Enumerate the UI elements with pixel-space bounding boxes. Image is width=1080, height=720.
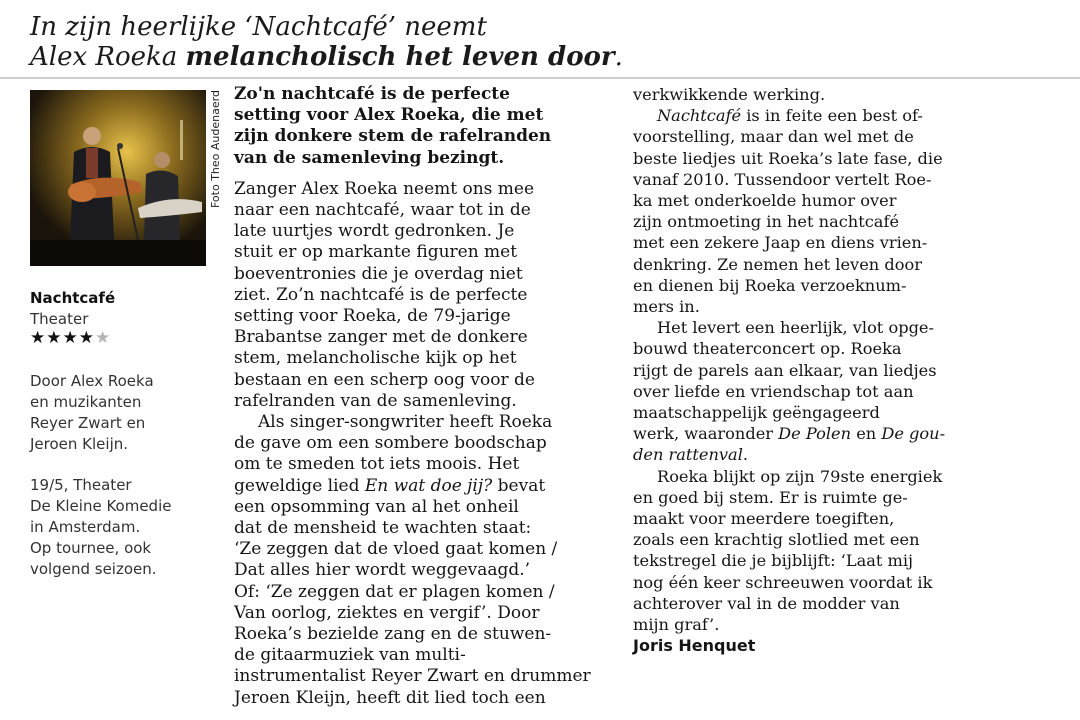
- headline-end: .: [614, 42, 623, 72]
- headline-plain: Alex Roeka: [30, 42, 186, 72]
- text-span: werk, waaronder: [633, 424, 779, 444]
- text-line: naar een nachtcafé, waar tot in de: [234, 200, 531, 221]
- text-line: late uurtjes wordt gedronken. Je: [234, 221, 515, 242]
- text-line: met een zekere Jaap en diens vrien-: [633, 233, 928, 253]
- text-line: bestaan en een scherp oog voor de: [234, 369, 535, 390]
- body-paragraph-5: [633, 466, 1008, 636]
- text-line: [633, 105, 1008, 126]
- dates-line: 19/5, Theater: [30, 476, 132, 494]
- author-byline: Joris Henquet: [633, 636, 756, 656]
- text-line: een opsomming van al het onheil: [234, 496, 519, 517]
- headline-line-1: In zijn heerlijke ‘Nachtcafé’ neemt: [30, 12, 487, 42]
- text-line: verkwikkende werking.: [633, 85, 826, 104]
- text-line: setting voor Alex Roeka, die met: [234, 105, 544, 126]
- text-line: [234, 476, 609, 497]
- text-line: maatschappelijk geëngageerd: [633, 403, 880, 423]
- text-line: setting voor Roeka, de 79-jarige: [234, 306, 511, 327]
- text-span: en: [851, 424, 882, 444]
- song-title: De gou-: [881, 424, 946, 444]
- text-line: Roeka’s bezielde zang en de stuwen-: [234, 624, 552, 645]
- text-line: tekstregel die je bijblijft: ‘Laat mij: [633, 551, 914, 571]
- text-line: de gitaarmuziek van multi-: [234, 645, 466, 666]
- text-line: [633, 444, 1008, 465]
- text-line: mers in.: [633, 297, 700, 317]
- text-line: ka met onderkoelde humor over: [633, 191, 897, 211]
- text-line: bouwd theaterconcert op. Roeka: [633, 339, 902, 359]
- credits-line: Jeroen Kleijn.: [30, 435, 129, 453]
- text-line: stem, melancholische kijk op het: [234, 348, 517, 369]
- review-dates: [30, 475, 220, 580]
- text-line: denkring. Ze nemen het leven door: [633, 254, 922, 274]
- dates-line: volgend seizoen.: [30, 560, 157, 578]
- text-line: voorstelling, maar dan wel met de: [633, 127, 914, 147]
- text-line: dat de mensheid te wachten staat:: [234, 518, 532, 539]
- text-line: Dat alles hier wordt weggevaagd.’: [234, 560, 531, 581]
- review-credits: [30, 371, 210, 455]
- text-line: Het levert een heerlijk, vlot opge-: [657, 318, 934, 338]
- dates-line: De Kleine Komedie: [30, 497, 172, 515]
- text-line: Zo'n nachtcafé is de perfecte: [234, 84, 510, 104]
- credits-line: Reyer Zwart en: [30, 414, 146, 432]
- show-title: Nachtcafé: [657, 106, 742, 126]
- text-line: maakt voor meerdere toegiften,: [633, 509, 895, 529]
- text-span: is in feite een best of-: [741, 106, 923, 126]
- text-line: om te smeden tot iets moois. Het: [234, 454, 520, 475]
- text-line: [633, 423, 1008, 444]
- body-paragraph-2: [234, 412, 609, 709]
- text-line: ziet. Zo’n nachtcafé is de perfecte: [234, 284, 528, 305]
- text-line: rijgt de parels aan elkaar, van liedjes: [633, 360, 937, 380]
- review-genre: Theater: [30, 310, 89, 328]
- text-line: Jeroen Kleijn, heeft dit lied toch een: [234, 687, 546, 708]
- article-column-2: [633, 84, 1008, 656]
- credits-line: Door Alex Roeka: [30, 372, 154, 390]
- text-line: en dienen bij Roeka verzoeknum-: [633, 275, 907, 295]
- text-line: mijn graf’.: [633, 615, 720, 635]
- headline-line-2: [30, 42, 1050, 72]
- review-title: Nachtcafé: [30, 289, 116, 307]
- text-span: bevat: [492, 475, 546, 496]
- text-line: rafelranden van de samenleving.: [234, 390, 517, 411]
- headline-bold: melancholisch het leven door: [185, 42, 615, 72]
- text-line: van de samenleving bezingt.: [234, 147, 505, 168]
- photo-credit: Foto Theo Audenaerd: [209, 90, 222, 208]
- text-line: zijn ontmoeting in het nachtcafé: [633, 212, 900, 232]
- dates-line: in Amsterdam.: [30, 518, 141, 536]
- song-title: En wat doe jij?: [364, 475, 493, 496]
- text-line: vanaf 2010. Tussendoor vertelt Roe-: [633, 169, 932, 189]
- text-line: beste liedjes uit Roeka’s late fase, die: [633, 148, 943, 168]
- text-line: Van oorlog, ziektes en vergif’. Door: [234, 602, 540, 623]
- text-line: Of: ‘Ze zeggen dat er plagen komen /: [234, 581, 555, 602]
- text-line: Roeka blijkt op zijn 79ste energiek: [657, 466, 943, 486]
- body-paragraph-4: [633, 317, 1008, 465]
- text-line: en goed bij stem. Er is ruimte ge-: [633, 487, 908, 507]
- rating-empty-star: ★: [94, 328, 112, 348]
- article-column-1: [234, 84, 609, 709]
- body-paragraph-1: [234, 179, 609, 412]
- body-paragraph-3: [633, 105, 1008, 317]
- text-line: achterover val in de modder van: [633, 593, 900, 613]
- text-span: .: [742, 445, 749, 465]
- text-line: zoals een krachtig slotlied met een: [633, 530, 920, 550]
- text-line: de gave om een sombere boodschap: [234, 433, 547, 454]
- dates-line: Op tournee, ook: [30, 539, 152, 557]
- text-line: instrumentalist Reyer Zwart en drummer: [234, 666, 591, 687]
- text-line: Zanger Alex Roeka neemt ons mee: [234, 178, 535, 199]
- song-title: De Polen: [778, 424, 852, 444]
- text-line: ‘Ze zeggen dat de vloed gaat komen /: [234, 539, 558, 560]
- text-line: boeventronies die je overdag niet: [234, 263, 523, 284]
- song-title: den rattenval: [633, 445, 743, 465]
- credits-line: en muzikanten: [30, 393, 142, 411]
- text-span: geweldige lied: [234, 475, 365, 496]
- text-line: zijn donkere stem de rafelranden: [234, 126, 552, 147]
- rating-filled-stars: ★★★★: [30, 328, 95, 348]
- star-rating: [30, 328, 111, 349]
- concert-photo: [30, 90, 206, 266]
- header-rule: [0, 77, 1080, 79]
- text-line: over liefde en vriendschap tot aan: [633, 381, 914, 401]
- text-line: nog één keer schreeuwen voordat ik: [633, 572, 933, 592]
- lead-paragraph: [234, 84, 609, 169]
- text-line: stuit er op markante figuren met: [234, 242, 518, 263]
- text-line: Brabantse zanger met de donkere: [234, 327, 528, 348]
- headline: [30, 12, 1050, 72]
- text-line: Als singer-songwriter heeft Roeka: [258, 412, 553, 433]
